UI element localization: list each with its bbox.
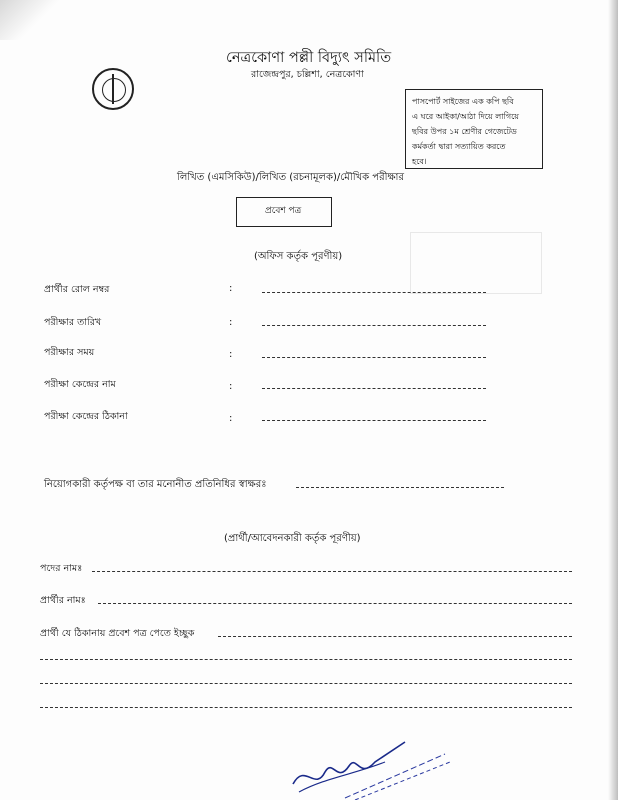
exam-center-name-label: পরীক্ষা কেন্দ্রের নাম bbox=[44, 379, 116, 390]
mailing-address-field[interactable] bbox=[40, 659, 572, 660]
exam-center-address-field[interactable] bbox=[262, 420, 486, 421]
page-edge-shadow bbox=[608, 0, 618, 800]
roll-number-label: প্রার্থীর রোল নম্বর bbox=[44, 284, 110, 295]
photo-instruction-line: হবে। bbox=[412, 157, 427, 166]
exam-date-field[interactable] bbox=[262, 325, 486, 326]
admit-card-title: প্রবেশ পত্র bbox=[236, 197, 332, 227]
mailing-address-field[interactable] bbox=[40, 707, 572, 708]
faint-bleedthrough-stamp bbox=[410, 232, 542, 294]
post-name-label: পদের নামঃ bbox=[40, 563, 83, 574]
exam-center-name-field[interactable] bbox=[262, 388, 486, 389]
field-colon: : bbox=[229, 283, 233, 294]
exam-date-label: পরীক্ষার তারিখ bbox=[44, 317, 102, 328]
authority-signature-label: নিয়োগকারী কর্তৃপক্ষ বা তার মনোনীত প্রতিনিধির স্বাক্ষরঃ bbox=[44, 479, 267, 490]
field-colon: : bbox=[229, 349, 233, 360]
photo-instruction-line: কর্মকর্তা দ্বারা সত্যায়িত করতে bbox=[412, 142, 506, 151]
photo-placeholder-box bbox=[405, 89, 543, 169]
page-corner-shadow bbox=[0, 0, 60, 40]
mailing-address-label: প্রার্থী যে ঠিকানায় প্রবেশ পত্র পেতে ইচ্ছুক bbox=[40, 628, 195, 639]
exam-time-field[interactable] bbox=[262, 357, 486, 358]
office-section-heading: (অফিস কর্তৃক পূরণীয়) bbox=[254, 251, 343, 262]
organization-address: রাজেন্দ্রপুর, চল্লিশা, নেত্রকোণা bbox=[251, 69, 364, 80]
mailing-address-field[interactable] bbox=[40, 683, 572, 684]
applicant-name-field[interactable] bbox=[98, 603, 572, 604]
photo-instruction-line: এ ঘরে আইকা/আঠা দিয়ে লাগিয়ে bbox=[412, 112, 520, 121]
field-colon: : bbox=[229, 381, 233, 392]
applicant-name-label: প্রার্থীর নামঃ bbox=[40, 595, 86, 606]
exam-time-label: পরীক্ষার সময় bbox=[44, 347, 95, 358]
organization-name: নেত্রকোণা পল্লী বিদ্যুৎ সমিতি bbox=[226, 50, 392, 66]
mailing-address-field[interactable] bbox=[218, 636, 572, 637]
photo-instruction-line: পাসপোর্ট সাইজের এক কপি ছবি bbox=[412, 97, 514, 106]
photo-instruction-line: ছবির উপর ১ম শ্রেণীর গেজেটেড bbox=[412, 127, 517, 136]
exam-type-title: লিখিত (এমসিকিউ)/লিখিত (রচনামূলক)/মৌখিক পরীক্ষার bbox=[177, 172, 404, 183]
authority-signature-field[interactable] bbox=[296, 487, 504, 488]
applicant-section-heading: (প্রার্থী/আবেদনকারী কর্তৃক পূরণীয়) bbox=[224, 533, 361, 544]
field-colon: : bbox=[229, 413, 233, 424]
organization-logo-icon bbox=[92, 68, 134, 110]
exam-center-address-label: পরীক্ষা কেন্দ্রের ঠিকানা bbox=[44, 411, 128, 422]
roll-number-field[interactable] bbox=[262, 292, 486, 293]
post-name-field[interactable] bbox=[92, 571, 572, 572]
field-colon: : bbox=[229, 317, 233, 328]
official-signature-stamp bbox=[285, 722, 455, 800]
